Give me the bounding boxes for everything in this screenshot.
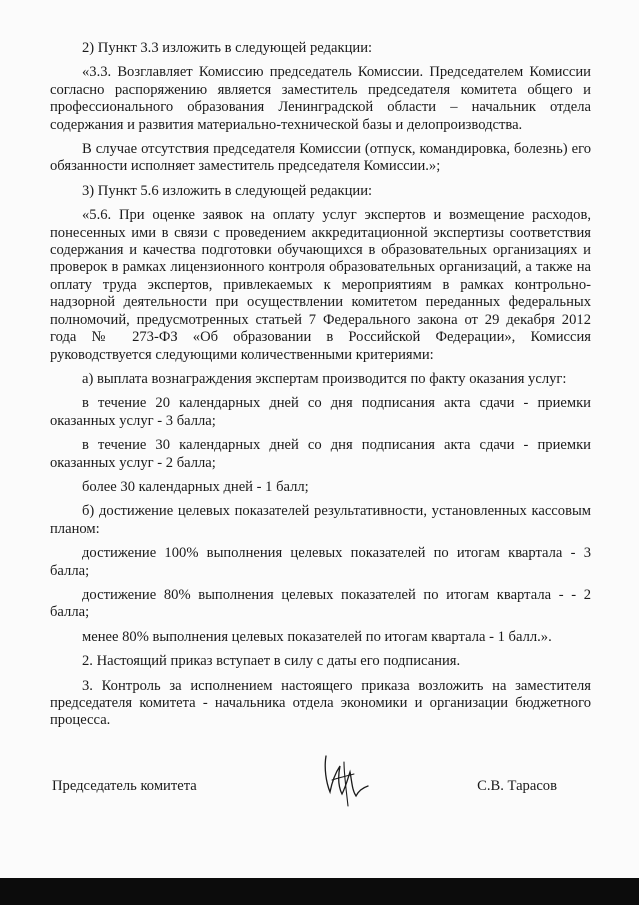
paragraph-absence: В случае отсутствия председателя Комиссии (отпуск, командировка, болезнь) его обязанности исполняет заместитель председателя Комиссии.»; — [50, 141, 591, 175]
paragraph-criterion-b-100: достижение 100% выполнения целевых показателей по итогам квартала - 3 балла; — [50, 545, 591, 579]
paragraph-criterion-a: а) выплата вознаграждения экспертам производится по факту оказания услуг: — [82, 370, 567, 387]
signatory-name: С.В. Тарасов — [477, 778, 557, 794]
paragraph-clause-5-6: «5.6. При оценке заявок на оплату услуг экспертов и возмещение расходов, понесенных ими в связи с проведением аккредитационной экспертизы соответствия содержания и качества подготовки обучающихся в образовательных организациях и проверок в рамках лицензионного контроля образовательных организаций, а также на оплату труда экспертов, привлекаемых к мероприятиям в рамках контрольно-надзорной деятельности при осуществлении комитетом переданных федеральных полномочий, предусмотренных статьей 7 Федерального закона от 29 декабря 2012 года № 273-ФЗ «Об образовании в Российской Федерации», Комиссия руководствуется следующими количественными критериями: — [50, 207, 591, 363]
paragraph-criterion-b-80: достижение 80% выполнения целевых показателей по итогам квартала - - 2 балла; — [50, 586, 591, 621]
paragraph-criterion-b: б) достижение целевых показателей результативности, установленных кассовым планом: — [50, 503, 591, 537]
handwritten-signature — [318, 752, 372, 810]
paragraph-clause-3-3: «3.3. Возглавляет Комиссию председатель Комиссии. Председателем Комиссии согласно распоряжению является заместитель председателя комитета общего и профессионального образования Ленинградской области – начальник отдела содержания и развития материально-технической базы и делопроизводства. — [50, 64, 591, 133]
paragraph-criterion-a-20-days: в течение 20 календарных дней со дня подписания акта сдачи - приемки оказанных услуг - 3 балла; — [50, 395, 591, 429]
paragraph-item-3: 3) Пункт 5.6 изложить в следующей редакции: — [82, 182, 373, 199]
signature-row — [52, 778, 557, 800]
paragraph-order-effect: 2. Настоящий приказ вступает в силу с даты его подписания. — [82, 653, 461, 670]
document-body — [50, 40, 591, 737]
signatory-title: Председатель комитета — [52, 778, 197, 794]
scan-bottom-border — [0, 878, 639, 905]
paragraph-criterion-b-less-80: менее 80% выполнения целевых показателей по итогам квартала - 1 балл.». — [82, 628, 552, 645]
paragraph-criterion-a-30-days: в течение 30 календарных дней со дня подписания акта сдачи - приемки оказанных услуг - 2 балла; — [50, 437, 591, 471]
paragraph-item-2: 2) Пункт 3.3 изложить в следующей редакции: — [82, 40, 373, 56]
paragraph-control: 3. Контроль за исполнением настоящего приказа возложить на заместителя председателя комитета - начальника отдела экономики и организации бюджетного процесса. — [50, 677, 591, 729]
paragraph-criterion-a-over-30: более 30 календарных дней - 1 балл; — [82, 478, 309, 495]
